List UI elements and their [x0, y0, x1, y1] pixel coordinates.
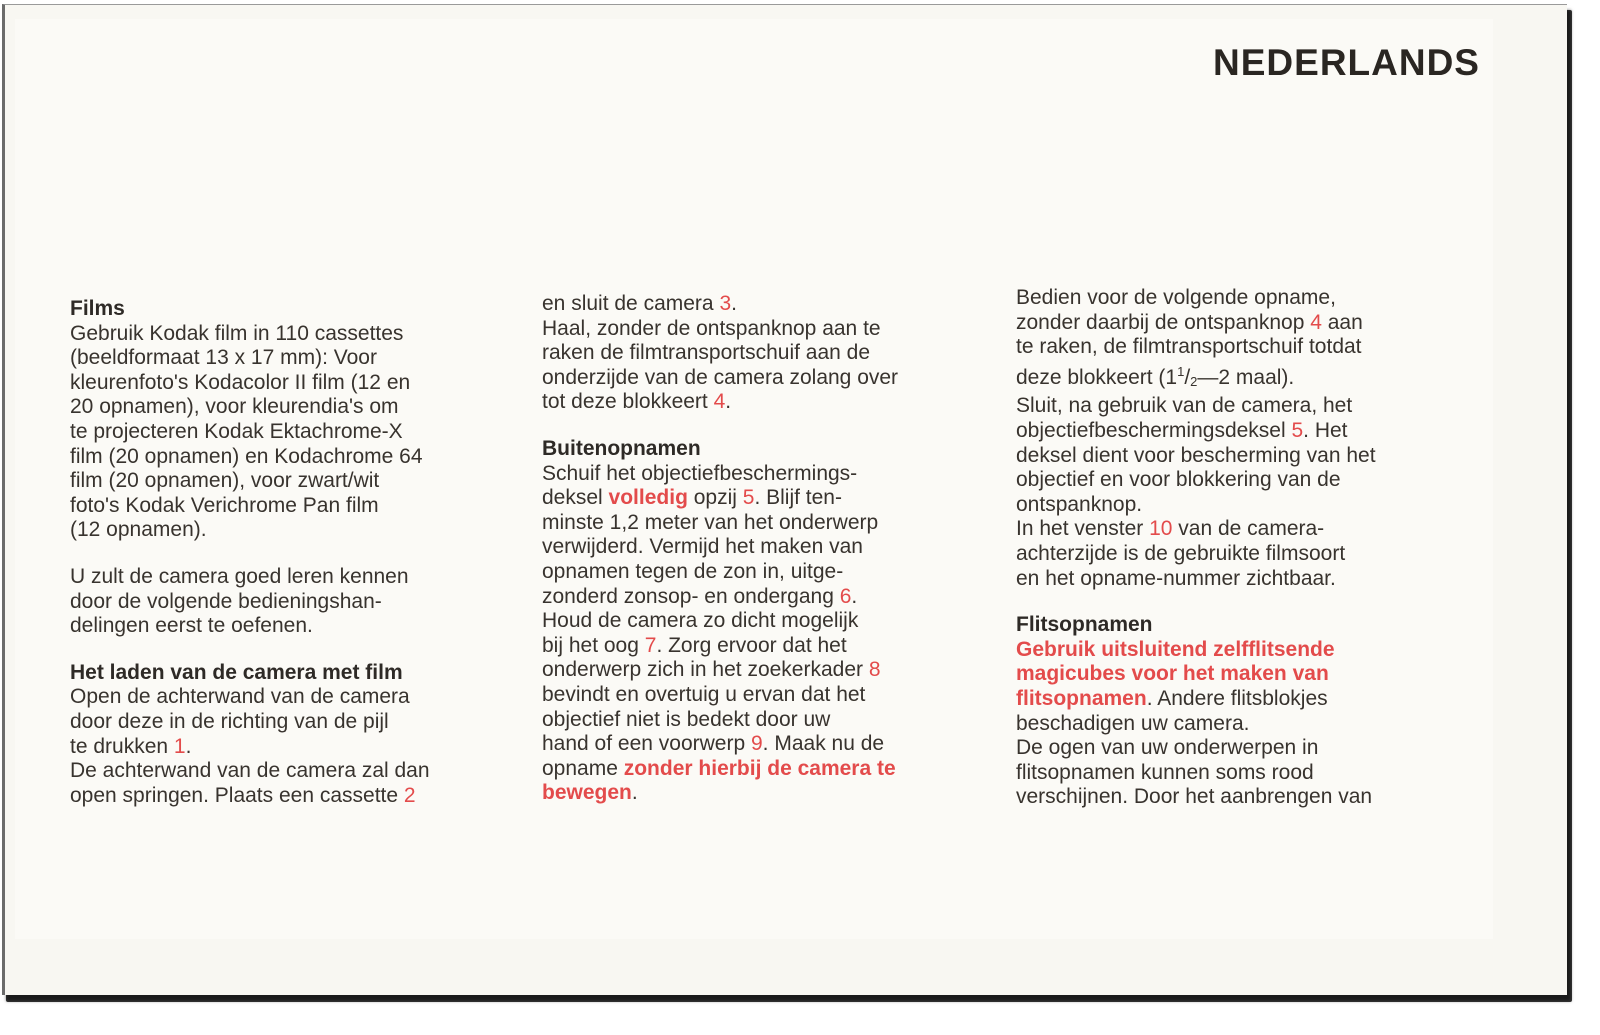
text-line: opnamen tegen de zon in, uitge- — [542, 559, 844, 583]
text-run: . — [185, 734, 192, 758]
text-line: flitsopnamen kunnen soms rood — [1016, 760, 1314, 784]
text-line: De achterwand van de camera zal dan — [70, 759, 430, 783]
text-line: ontspanknop. — [1016, 492, 1143, 516]
text-line — [1016, 419, 1466, 444]
text-line — [1016, 311, 1466, 336]
text-line: objectief en voor blokkering van de — [1016, 468, 1341, 492]
figure-reference: 5 — [1291, 418, 1304, 442]
text-run: en sluit de camera — [542, 292, 720, 315]
outdoor-paragraph — [542, 462, 992, 806]
text-run: objectiefbeschermingsdeksel — [1016, 418, 1292, 442]
text-line: onderzijde van de camera zolang over — [542, 365, 899, 389]
text-run: . Maak nu de — [762, 732, 885, 756]
text-run: van de camera- — [1172, 517, 1325, 541]
text-run: . Andere flitsblokjes — [1146, 686, 1328, 710]
text-line — [1016, 517, 1466, 542]
text-line — [70, 735, 530, 760]
language-heading: NEDERLANDS — [1213, 42, 1480, 83]
loading-paragraph — [70, 685, 530, 808]
text-line: achterzijde is de gebruikte filmsoort — [1016, 541, 1346, 565]
figure-reference: 4 — [713, 390, 726, 414]
section-title-flash: Flitsopnamen — [1016, 613, 1153, 637]
fraction-numerator: 1 — [1177, 363, 1185, 379]
column-2 — [542, 292, 992, 806]
text-run: opzij — [687, 486, 743, 510]
text-line: te raken, de filmtransportschuif totdat — [1016, 335, 1362, 359]
text-line — [542, 781, 992, 806]
text-line: raken de filmtransportschuif aan de — [542, 341, 871, 365]
practice-paragraph — [70, 565, 530, 639]
text-line — [542, 658, 992, 683]
text-run: aan — [1321, 310, 1363, 334]
text-run: . Blijf ten- — [754, 486, 842, 510]
flash-paragraph — [1016, 638, 1466, 810]
text-line: De ogen van uw onderwerpen in — [1016, 736, 1319, 760]
section-title-loading: Het laden van de camera met film — [70, 660, 403, 684]
emphasis-text: Gebruik uitsluitend zelfflitsende — [1016, 637, 1335, 661]
text-line: door deze in de richting van de pijl — [70, 709, 389, 733]
emphasis-text: flitsopnamen — [1016, 686, 1147, 710]
figure-reference: 2 — [403, 783, 416, 807]
figure-reference: 7 — [644, 633, 657, 657]
text-run: zonderd zonsop- en ondergang — [542, 584, 840, 608]
text-run: bij het oog — [542, 633, 645, 657]
text-run: te drukken — [70, 734, 174, 758]
text-run: . Zorg ervoor dat het — [656, 633, 847, 657]
text-line: Open de achterwand van de camera — [70, 685, 410, 709]
text-run: . — [851, 584, 858, 608]
figure-reference: 5 — [742, 486, 755, 510]
emphasis-text: magicubes voor het maken van — [1016, 662, 1329, 686]
text-line: delingen eerst te oefenen. — [70, 614, 313, 638]
emphasis-text: bewegen — [542, 781, 632, 805]
text-line — [542, 757, 992, 782]
text-line: te projecteren Kodak Ektachrome-X — [70, 419, 403, 443]
figure-reference: 4 — [1310, 310, 1322, 334]
text-line: Bedien voor de volgende opname, — [1016, 286, 1336, 309]
text-line: en het opname-nummer zichtbaar. — [1016, 566, 1336, 590]
figure-reference: 8 — [868, 658, 881, 682]
text-line — [542, 634, 992, 659]
text-run: hand of een voorwerp — [542, 732, 751, 756]
text-line: (beeldformaat 13 x 17 mm): Voor — [70, 346, 377, 370]
text-run: open springen. Plaats een cassette — [70, 783, 404, 807]
section-title-films: Films — [70, 297, 125, 320]
text-line — [542, 585, 992, 610]
figure-reference: 6 — [839, 584, 852, 608]
text-line: U zult de camera goed leren kennen — [70, 564, 409, 588]
emphasis-text: zonder hierbij de camera te — [623, 756, 896, 780]
figure-reference: 10 — [1149, 517, 1173, 541]
text-line — [1016, 687, 1466, 712]
text-line — [1016, 360, 1466, 395]
text-run: deksel — [542, 486, 609, 510]
text-line — [542, 486, 992, 511]
text-run: . Het — [1303, 418, 1348, 442]
fraction-slash: / — [1184, 365, 1191, 389]
figure-reference: 3 — [719, 292, 732, 315]
text-line: foto's Kodak Verichrome Pan film — [70, 493, 379, 517]
text-line: deksel dient voor bescherming van het — [1016, 443, 1376, 467]
text-run: deze blokkeert (1 — [1016, 365, 1178, 389]
text-run: . — [631, 781, 638, 805]
text-run: zonder daarbij de ontspanknop — [1016, 310, 1311, 334]
text-line: Haal, zonder de ontspanknop aan te — [542, 316, 881, 340]
text-run: . — [731, 292, 737, 315]
text-run: tot deze blokkeert — [542, 390, 714, 414]
text-line — [542, 292, 992, 317]
text-line — [542, 390, 992, 415]
text-line: kleurenfoto's Kodacolor II film (12 en — [70, 370, 411, 394]
text-line: beschadigen uw camera. — [1016, 711, 1250, 735]
column-1 — [70, 297, 530, 808]
text-line: minste 1,2 meter van het onderwerp — [542, 510, 879, 534]
fraction-denominator: 2 — [1190, 373, 1198, 389]
text-run: opname — [542, 756, 624, 780]
text-line — [542, 732, 992, 757]
text-run: In het venster — [1016, 517, 1150, 541]
text-line: (12 opnamen). — [70, 518, 207, 542]
text-line: Sluit, na gebruik van de camera, het — [1016, 394, 1353, 418]
films-paragraph — [70, 322, 530, 543]
text-run: —2 maal). — [1197, 365, 1295, 389]
column-3 — [1016, 286, 1466, 810]
figure-reference: 9 — [750, 732, 763, 756]
text-line: objectief niet is bedekt door uw — [542, 707, 831, 731]
text-line: door de volgende bedieningshan- — [70, 589, 382, 613]
emphasis-text: volledig — [608, 486, 688, 510]
text-line: Houd de camera zo dicht mogelijk — [542, 609, 859, 633]
text-line: Schuif het objectiefbeschermings- — [542, 461, 858, 485]
text-line: bevindt en overtuig u ervan dat het — [542, 682, 866, 706]
text-line: Gebruik Kodak film in 110 cassettes — [70, 321, 404, 345]
text-line — [70, 784, 530, 809]
text-line: 20 opnamen), voor kleurendia's om — [70, 395, 399, 419]
figure-reference: 1 — [173, 734, 186, 758]
text-line: film (20 opnamen) en Kodachrome 64 — [70, 444, 423, 468]
text-line: verschijnen. Door het aanbrengen van — [1016, 785, 1373, 809]
text-line: verwijderd. Vermijd het maken van — [542, 535, 863, 559]
section-title-outdoor: Buitenopnamen — [542, 436, 701, 460]
text-run: . — [725, 390, 732, 414]
text-line: film (20 opnamen), voor zwart/wit — [70, 469, 380, 493]
text-run: onderwerp zich in het zoekerkader — [542, 658, 869, 682]
